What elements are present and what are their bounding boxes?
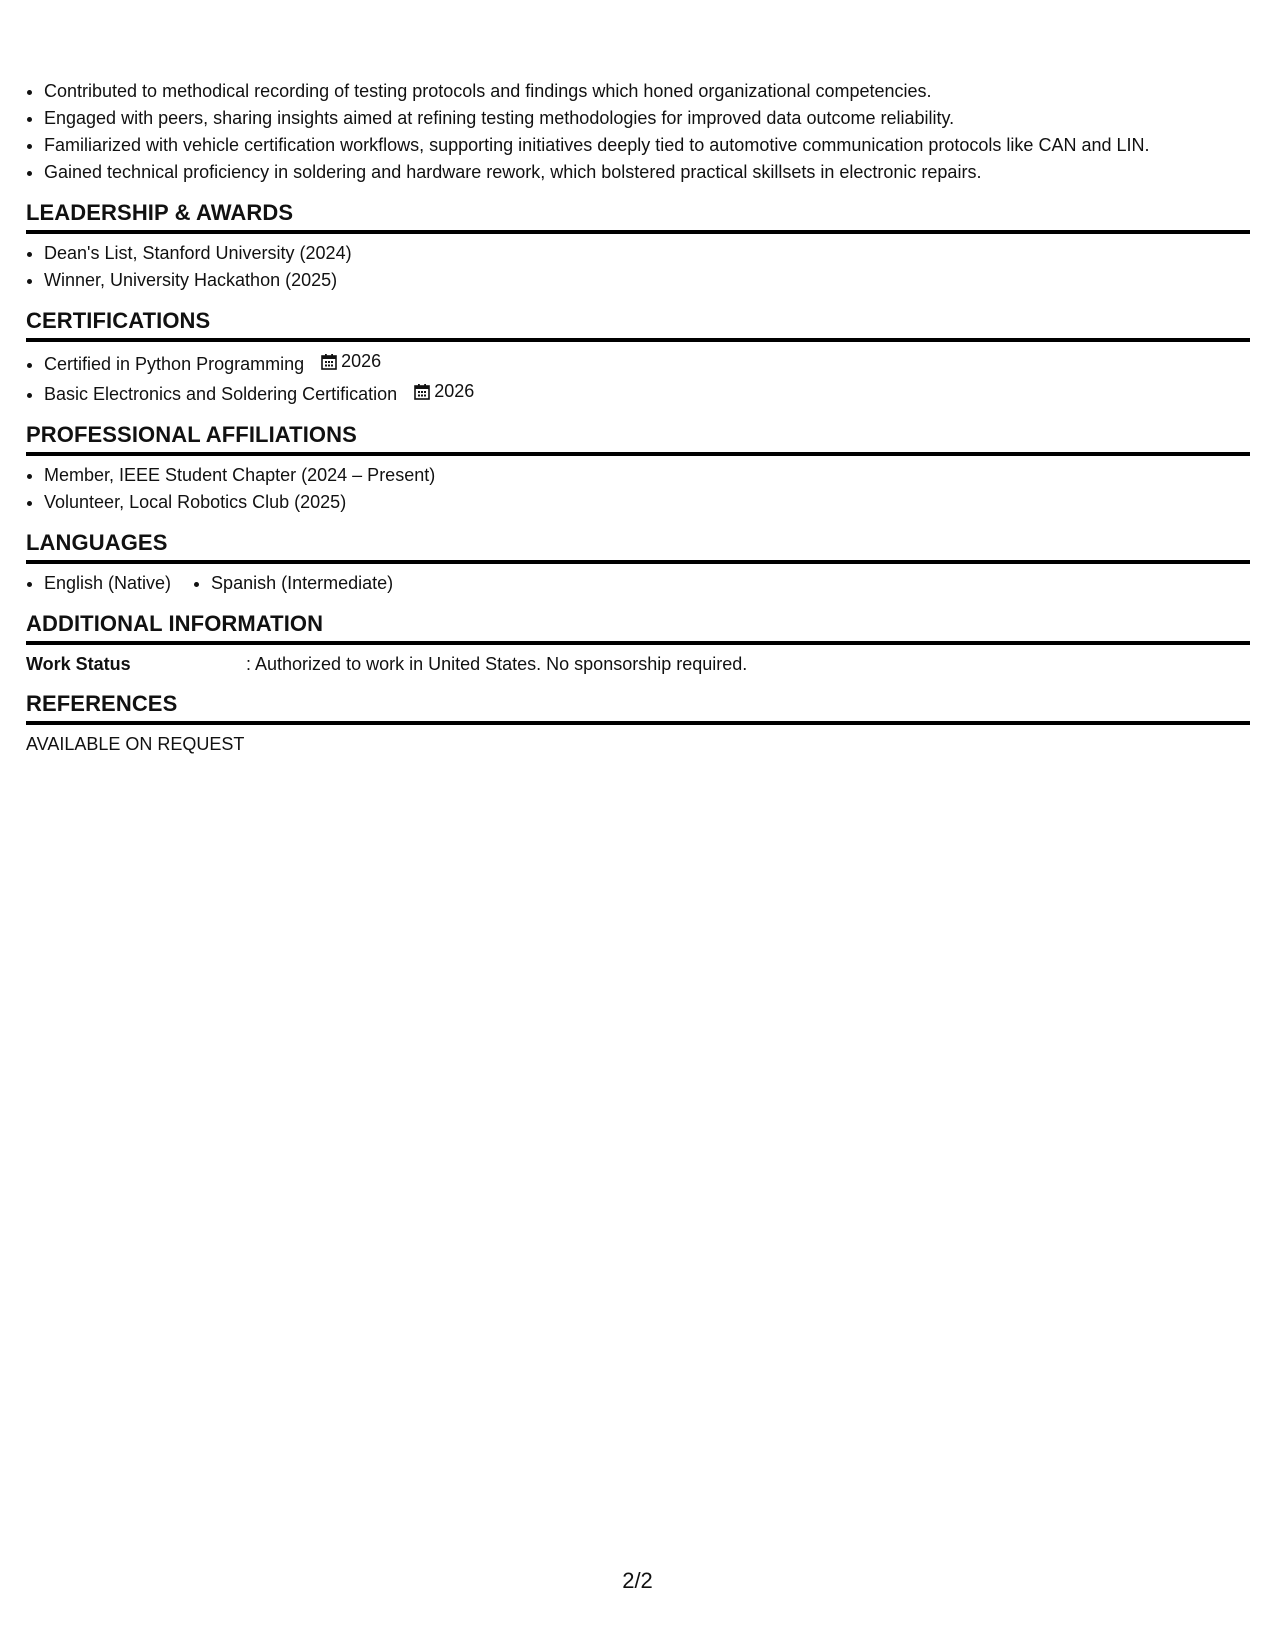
certification-year: 2026	[434, 381, 475, 401]
section-heading-references: REFERENCES	[26, 690, 1250, 725]
leadership-list	[26, 240, 1250, 294]
list-item: • Gained technical proficiency in soldering and hardware rework, which bolstered practical skillsets in electronic repairs.	[44, 159, 1250, 186]
affiliations-list	[26, 462, 1250, 516]
section-heading-additional: ADDITIONAL INFORMATION	[26, 610, 1250, 645]
section-heading-affiliations: PROFESSIONAL AFFILIATIONS	[26, 421, 1250, 456]
certifications-section	[26, 307, 1250, 408]
experience-bullet-list	[26, 78, 1250, 186]
list-item: • Spanish (Intermediate)	[211, 570, 393, 597]
certification-name: Certified in Python Programming	[44, 354, 305, 374]
section-heading-certifications: CERTIFICATIONS	[26, 307, 1250, 342]
certification-year: 2026	[341, 351, 382, 371]
list-item	[44, 348, 1250, 378]
certifications-list	[26, 348, 1250, 408]
calendar-icon	[321, 353, 337, 370]
list-item: • English (Native)	[44, 570, 171, 597]
certification-date	[321, 348, 381, 375]
resume-page	[26, 78, 1250, 757]
list-item: • Engaged with peers, sharing insights aimed at refining testing methodologies for improved data outcome reliability.	[44, 105, 1250, 132]
additional-information-section	[26, 610, 1250, 677]
leadership-section	[26, 199, 1250, 294]
list-item	[44, 378, 1250, 408]
list-item: • Contributed to methodical recording of testing protocols and findings which honed organizational competencies.	[44, 78, 1250, 105]
list-item: • Member, IEEE Student Chapter (2024 – Present)	[44, 462, 1250, 489]
certification-name: Basic Electronics and Soldering Certification	[44, 384, 398, 404]
section-heading-leadership: LEADERSHIP & AWARDS	[26, 199, 1250, 234]
languages-section	[26, 529, 1250, 597]
work-status-row	[26, 651, 1250, 677]
list-item: • Familiarized with vehicle certification workflows, supporting initiatives deeply tied to automotive communication protocols like CAN and LIN.	[44, 132, 1250, 159]
list-item: • Winner, University Hackathon (2025)	[44, 267, 1250, 294]
page-number: 2/2	[622, 1568, 653, 1593]
certification-date	[414, 378, 474, 405]
references-text: AVAILABLE ON REQUEST	[26, 734, 245, 754]
work-status-label: Work Status	[26, 654, 131, 674]
section-heading-languages: LANGUAGES	[26, 529, 1250, 564]
calendar-icon	[414, 383, 430, 400]
affiliations-section	[26, 421, 1250, 516]
languages-list	[26, 570, 1250, 597]
work-status-value: : Authorized to work in United States. No sponsorship required.	[246, 654, 748, 674]
list-item: • Dean's List, Stanford University (2024)	[44, 240, 1250, 267]
references-section	[26, 690, 1250, 757]
list-item: • Volunteer, Local Robotics Club (2025)	[44, 489, 1250, 516]
